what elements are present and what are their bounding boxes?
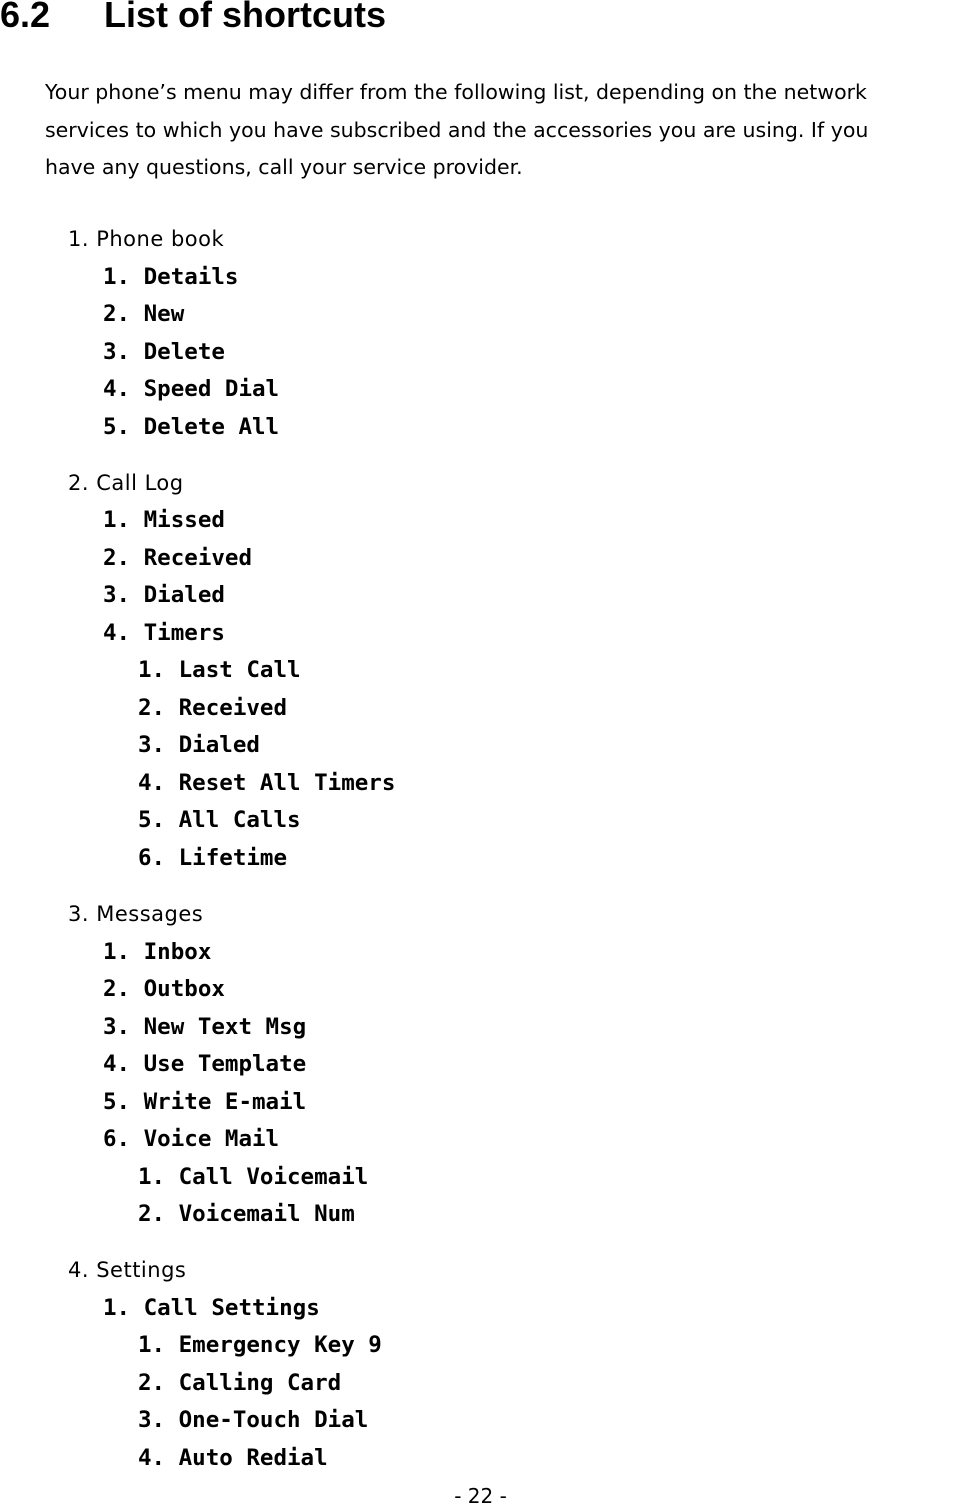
menu-item: 1. Inbox xyxy=(103,939,212,965)
menu-subitem: 2. Voicemail Num xyxy=(138,1201,355,1227)
menu-item: 5. Delete All xyxy=(103,414,280,440)
menu-item: 3. New Text Msg xyxy=(103,1014,307,1040)
heading-number: 6.2 xyxy=(0,0,51,35)
intro-line: have any questions, call your service provider. xyxy=(45,155,523,179)
menu-subitem: 4. Reset All Timers xyxy=(138,770,396,796)
menu-item: 1. Missed xyxy=(103,507,225,533)
section-heading xyxy=(0,0,386,36)
heading-title: List of shortcuts xyxy=(104,0,387,35)
menu-subitem: 2. Calling Card xyxy=(138,1370,342,1396)
menu-section-title: 2. Call Log xyxy=(68,471,184,495)
menu-section-title: 3. Messages xyxy=(68,902,204,926)
menu-section-title: 4. Settings xyxy=(68,1258,187,1282)
intro-paragraph xyxy=(45,74,971,187)
menu-item: 4. Speed Dial xyxy=(103,376,280,402)
menu-section-title: 1. Phone book xyxy=(68,227,225,251)
menu-item: 1. Details xyxy=(103,264,239,290)
menu-item: 5. Write E-mail xyxy=(103,1089,307,1115)
menu-subitem: 1. Emergency Key 9 xyxy=(138,1332,382,1358)
menu-subitem: 3. One-Touch Dial xyxy=(138,1407,369,1433)
menu-item: 2. Outbox xyxy=(103,976,225,1002)
intro-line: Your phone’s menu may differ from the following list, depending on the network xyxy=(45,80,867,104)
menu-subitem: 3. Dialed xyxy=(138,732,260,758)
menu-item: 2. New xyxy=(103,301,185,327)
menu-item: 6. Voice Mail xyxy=(103,1126,280,1152)
menu-item: 2. Received xyxy=(103,545,253,571)
menu-item: 3. Delete xyxy=(103,339,225,365)
menu-subitem: 6. Lifetime xyxy=(138,845,288,871)
menu-subitem: 1. Call Voicemail xyxy=(138,1164,369,1190)
menu-item: 4. Use Template xyxy=(103,1051,307,1077)
intro-line: services to which you have subscribed and the accessories you are using. If you xyxy=(45,117,869,142)
menu-item: 3. Dialed xyxy=(103,582,225,608)
menu-subitem: 2. Received xyxy=(138,695,288,721)
menu-item: 4. Timers xyxy=(103,620,225,646)
page-number: - 22 - xyxy=(454,1484,507,1508)
menu-subitem: 4. Auto Redial xyxy=(138,1445,328,1471)
menu-subitem: 1. Last Call xyxy=(138,657,301,683)
menu-item: 1. Call Settings xyxy=(103,1295,320,1321)
menu-subitem: 5. All Calls xyxy=(138,807,301,833)
